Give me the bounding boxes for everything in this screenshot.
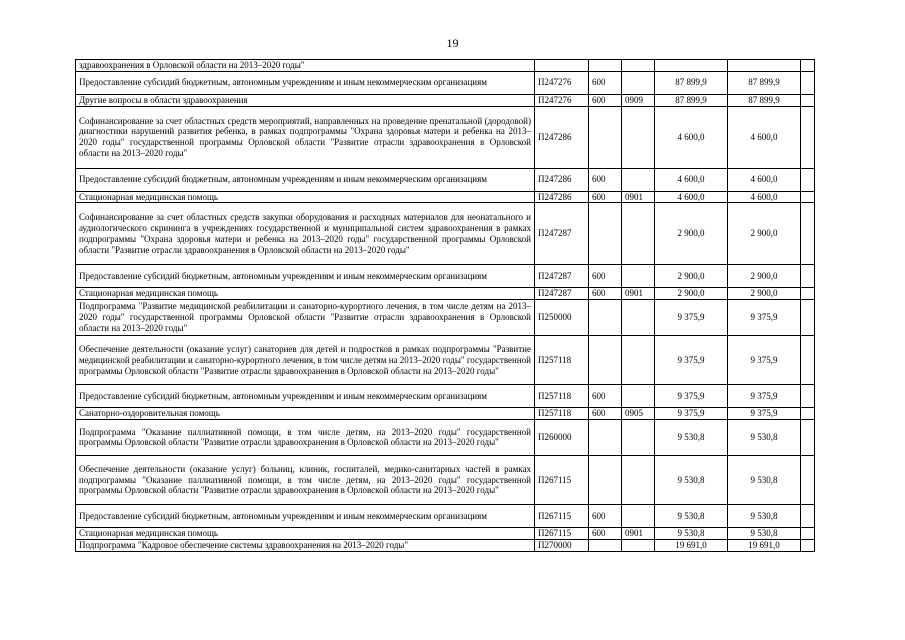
row-description: Стационарная медицинская помощь xyxy=(76,191,535,203)
amount-1: 9 375,9 xyxy=(655,336,728,385)
expense-type: 600 xyxy=(589,385,622,408)
target-code: П247276 xyxy=(535,71,589,94)
section-code xyxy=(622,168,655,191)
empty-cell xyxy=(801,191,815,203)
target-code: П257118 xyxy=(535,385,589,408)
expense-type xyxy=(589,539,622,551)
expense-type: 600 xyxy=(589,504,622,527)
amount-2: 2 900,0 xyxy=(728,203,801,265)
amount-2: 87 899,9 xyxy=(728,71,801,94)
section-code xyxy=(622,336,655,385)
row-description: Предоставление субсидий бюджетным, автономным учреждениям и иным некоммерческим организациям xyxy=(76,265,535,288)
section-code: 0901 xyxy=(622,191,655,203)
target-code: П267115 xyxy=(535,504,589,527)
section-code xyxy=(622,203,655,265)
expense-type xyxy=(589,336,622,385)
amount-1: 2 900,0 xyxy=(655,265,728,288)
section-code: 0905 xyxy=(622,408,655,420)
section-code: 0909 xyxy=(622,94,655,106)
table-row xyxy=(76,455,815,504)
expense-type: 600 xyxy=(589,168,622,191)
expense-type: 600 xyxy=(589,265,622,288)
amount-1: 9 375,9 xyxy=(655,300,728,336)
table-row xyxy=(76,419,815,455)
amount-1: 19 691,0 xyxy=(655,539,728,551)
amount-1: 2 900,0 xyxy=(655,203,728,265)
row-description: Подпрограмма "Кадровое обеспечение системы здравоохранения на 2013–2020 годы" xyxy=(76,539,535,551)
target-code: П247276 xyxy=(535,94,589,106)
row-description: Предоставление субсидий бюджетным, автономным учреждениям и иным некоммерческим организациям xyxy=(76,168,535,191)
empty-cell xyxy=(801,265,815,288)
target-code: П247287 xyxy=(535,265,589,288)
table-row xyxy=(76,527,815,539)
target-code: П247286 xyxy=(535,168,589,191)
table-row xyxy=(76,94,815,106)
amount-2: 2 900,0 xyxy=(728,288,801,300)
table-row xyxy=(76,504,815,527)
section-code xyxy=(622,504,655,527)
expense-type xyxy=(589,203,622,265)
expense-type: 600 xyxy=(589,71,622,94)
table-row xyxy=(76,300,815,336)
empty-cell xyxy=(801,336,815,385)
table-row xyxy=(76,168,815,191)
section-code xyxy=(622,60,655,72)
target-code: П247287 xyxy=(535,203,589,265)
amount-2: 9 375,9 xyxy=(728,300,801,336)
amount-1: 4 600,0 xyxy=(655,106,728,168)
row-description: Обеспечение деятельности (оказание услуг) санаториев для детей и подростков в рамках подпрограммы "Развитие медицинской реабилитации и санаторно-курортного лечения, в том числе детям на 2013–2020 годы" государственной программы Орловской области "Развитие отрасли здравоохранения в Орловской области на 2013–2020 годы" xyxy=(76,336,535,385)
budget-table xyxy=(75,59,815,552)
empty-cell xyxy=(801,527,815,539)
row-description: Софинансирование за счет областных средств закупки оборудования и расходных материалов для неонатального и аудиологического скрининга в учреждениях государственной и муниципальной систем здравоохранения в рамках подпрограммы "Охрана здоровья матери и ребенка на 2013–2020 годы" государственной программы Орловской области "Развитие отрасли здравоохранения в Орловской области на 2013–2020 годы" xyxy=(76,203,535,265)
amount-2: 19 691,0 xyxy=(728,539,801,551)
amount-2: 9 375,9 xyxy=(728,385,801,408)
amount-2: 9 530,8 xyxy=(728,504,801,527)
expense-type xyxy=(589,106,622,168)
row-description: здравоохранения в Орловской области на 2013–2020 годы" xyxy=(76,60,535,72)
amount-2: 2 900,0 xyxy=(728,265,801,288)
row-description: Подпрограмма "Развитие медицинской реабилитации и санаторно-курортного лечения, в том числе детям на 2013–2020 годы" государственной программы Орловской области "Развитие отрасли здравоохранения в Орловской области на 2013–2020 годы" xyxy=(76,300,535,336)
amount-2: 4 600,0 xyxy=(728,106,801,168)
table-row xyxy=(76,265,815,288)
section-code xyxy=(622,455,655,504)
section-code xyxy=(622,265,655,288)
empty-cell xyxy=(801,539,815,551)
amount-1: 87 899,9 xyxy=(655,71,728,94)
row-description: Обеспечение деятельности (оказание услуг) больниц, клиник, госпиталей, медико-санитарных частей в рамках подпрограммы "Оказание паллиативной помощи, в том числе детям, на 2013–2020 годы" государственной программы Орловской области "Развитие отрасли здравоохранения в Орловской области на 2013–2020 годы" xyxy=(76,455,535,504)
empty-cell xyxy=(801,419,815,455)
empty-cell xyxy=(801,408,815,420)
empty-cell xyxy=(801,504,815,527)
empty-cell xyxy=(801,203,815,265)
amount-1: 4 600,0 xyxy=(655,191,728,203)
empty-cell xyxy=(801,385,815,408)
table-row xyxy=(76,539,815,551)
section-code xyxy=(622,419,655,455)
amount-2: 9 375,9 xyxy=(728,408,801,420)
amount-2: 4 600,0 xyxy=(728,191,801,203)
expense-type xyxy=(589,419,622,455)
table-row xyxy=(76,60,815,72)
expense-type: 600 xyxy=(589,94,622,106)
expense-type: 600 xyxy=(589,191,622,203)
section-code xyxy=(622,539,655,551)
row-description: Софинансирование за счет областных средств мероприятий, направленных на проведение пренатальной (дородовой) диагностики нарушений развития ребенка, в рамках подпрограммы "Охрана здоровья матери и ребенка на 2013–2020 годы" государственной программы Орловской области "Развитие отрасли здравоохранения в Орловской области на 2013–2020 годы" xyxy=(76,106,535,168)
section-code xyxy=(622,300,655,336)
empty-cell xyxy=(801,60,815,72)
empty-cell xyxy=(801,168,815,191)
empty-cell xyxy=(801,106,815,168)
amount-1 xyxy=(655,60,728,72)
section-code: 0901 xyxy=(622,527,655,539)
row-description: Другие вопросы в области здравоохранения xyxy=(76,94,535,106)
table-row xyxy=(76,336,815,385)
empty-cell xyxy=(801,288,815,300)
empty-cell xyxy=(801,455,815,504)
expense-type xyxy=(589,455,622,504)
target-code: П247286 xyxy=(535,191,589,203)
empty-cell xyxy=(801,300,815,336)
table-row xyxy=(76,191,815,203)
section-code: 0901 xyxy=(622,288,655,300)
amount-2: 4 600,0 xyxy=(728,168,801,191)
amount-1: 9 375,9 xyxy=(655,385,728,408)
target-code: П267115 xyxy=(535,527,589,539)
target-code: П247287 xyxy=(535,288,589,300)
section-code xyxy=(622,71,655,94)
expense-type: 600 xyxy=(589,527,622,539)
expense-type xyxy=(589,300,622,336)
row-description: Предоставление субсидий бюджетным, автономным учреждениям и иным некоммерческим организациям xyxy=(76,385,535,408)
table-row xyxy=(76,106,815,168)
target-code: П267115 xyxy=(535,455,589,504)
amount-1: 9 530,8 xyxy=(655,527,728,539)
target-code: П260000 xyxy=(535,419,589,455)
amount-2: 9 375,9 xyxy=(728,336,801,385)
table-row xyxy=(76,203,815,265)
amount-1: 4 600,0 xyxy=(655,168,728,191)
table-row xyxy=(76,408,815,420)
empty-cell xyxy=(801,94,815,106)
expense-type xyxy=(589,60,622,72)
target-code: П250000 xyxy=(535,300,589,336)
amount-1: 2 900,0 xyxy=(655,288,728,300)
row-description: Предоставление субсидий бюджетным, автономным учреждениям и иным некоммерческим организациям xyxy=(76,504,535,527)
row-description: Стационарная медицинская помощь xyxy=(76,527,535,539)
row-description: Подпрограмма "Оказание паллиативной помощи, в том числе детям, на 2013–2020 годы" государственной программы Орловской области "Развитие отрасли здравоохранения в Орловской области на 2013–2020 годы" xyxy=(76,419,535,455)
amount-1: 9 530,8 xyxy=(655,455,728,504)
empty-cell xyxy=(801,71,815,94)
target-code: П257118 xyxy=(535,408,589,420)
target-code: П257118 xyxy=(535,336,589,385)
row-description: Стационарная медицинская помощь xyxy=(76,288,535,300)
amount-2: 9 530,8 xyxy=(728,419,801,455)
amount-2: 9 530,8 xyxy=(728,455,801,504)
amount-1: 9 530,8 xyxy=(655,504,728,527)
section-code xyxy=(622,106,655,168)
row-description: Санаторно-оздоровительная помощь xyxy=(76,408,535,420)
expense-type: 600 xyxy=(589,288,622,300)
amount-2: 9 530,8 xyxy=(728,527,801,539)
table-row xyxy=(76,385,815,408)
page-number: 19 xyxy=(446,36,459,50)
expense-type: 600 xyxy=(589,408,622,420)
target-code: П247286 xyxy=(535,106,589,168)
row-description: Предоставление субсидий бюджетным, автономным учреждениям и иным некоммерческим организациям xyxy=(76,71,535,94)
amount-1: 87 899,9 xyxy=(655,94,728,106)
amount-2 xyxy=(728,60,801,72)
table-row xyxy=(76,71,815,94)
target-code: П270000 xyxy=(535,539,589,551)
amount-1: 9 375,9 xyxy=(655,408,728,420)
amount-1: 9 530,8 xyxy=(655,419,728,455)
section-code xyxy=(622,385,655,408)
table-row xyxy=(76,288,815,300)
target-code xyxy=(535,60,589,72)
amount-2: 87 899,9 xyxy=(728,94,801,106)
